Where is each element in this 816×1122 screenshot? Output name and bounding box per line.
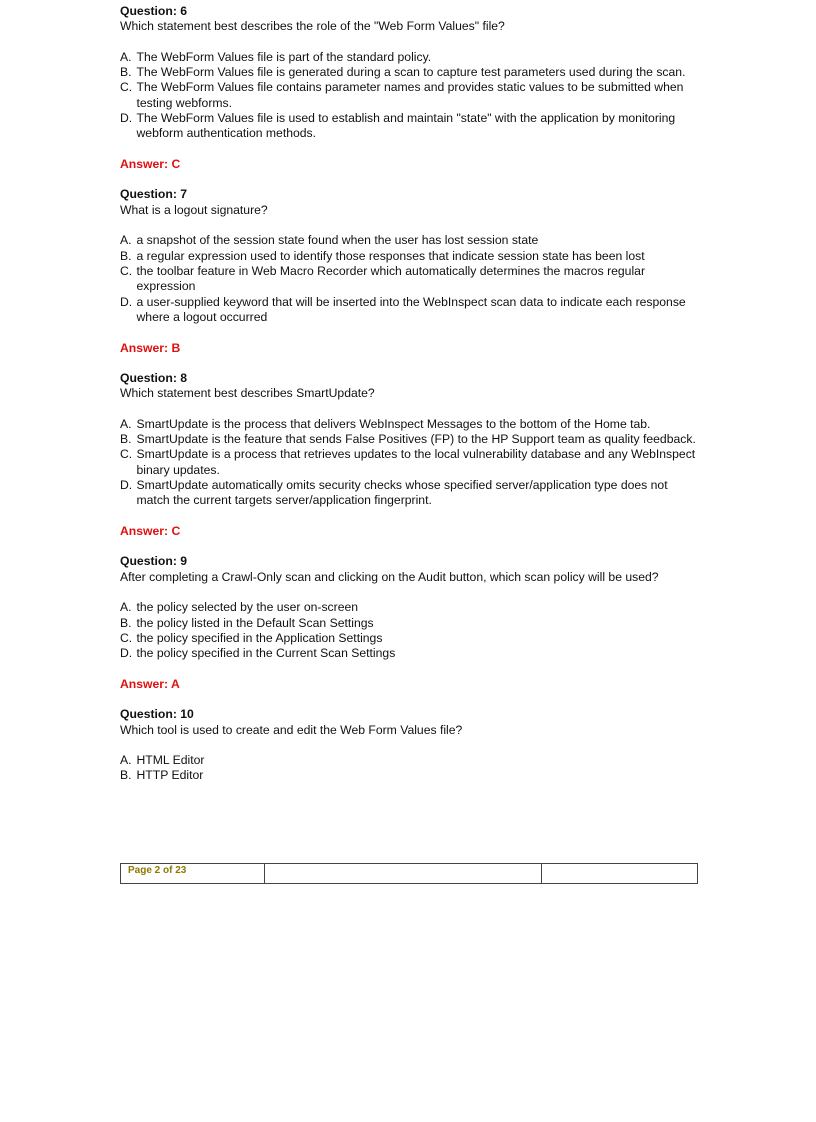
- question-text: After completing a Crawl-Only scan and clicking on the Audit button, which scan policy will be used?: [120, 569, 659, 584]
- answer-line: Answer: C: [120, 157, 181, 172]
- option-letter: B.: [120, 615, 132, 630]
- question-number: 10: [180, 707, 194, 722]
- question-block: [120, 554, 698, 692]
- option-letter: A.: [120, 233, 132, 248]
- option-text: HTTP Editor: [136, 768, 204, 783]
- answer-line: Answer: C: [120, 524, 181, 539]
- document-body: [120, 4, 698, 799]
- option-letter: A.: [120, 753, 132, 768]
- option-text: The WebForm Values file is part of the standard policy.: [136, 49, 432, 64]
- answer-option: [120, 50, 698, 65]
- question-label: Question:: [120, 187, 177, 202]
- answer-option: [120, 753, 698, 768]
- answer-option: [120, 233, 698, 248]
- answer-option: [120, 417, 698, 432]
- answer-option: [120, 65, 698, 80]
- answer-line: Answer: B: [120, 340, 181, 355]
- option-text: the policy listed in the Default Scan Settings: [136, 615, 374, 630]
- question-block: [120, 187, 698, 355]
- question-number: 9: [180, 554, 188, 569]
- question-number: 7: [180, 187, 188, 202]
- page-footer: [120, 863, 698, 884]
- question-block: [120, 371, 698, 539]
- question-label: Question:: [120, 707, 177, 722]
- answer-option: [120, 478, 698, 509]
- option-letter: B.: [120, 248, 132, 263]
- option-text: the policy specified in the Application Settings: [136, 630, 383, 645]
- question-label: Question:: [120, 4, 177, 18]
- option-letter: C.: [120, 447, 133, 462]
- option-letter: A.: [120, 49, 132, 64]
- answer-option: [120, 600, 698, 615]
- option-letter: C.: [120, 263, 133, 278]
- option-text: a user-supplied keyword that will be inserted into the WebInspect scan data to indicate each response where a logout occurred: [136, 294, 686, 324]
- question-text: What is a logout signature?: [120, 202, 268, 217]
- answer-option: [120, 447, 698, 478]
- question-label: Question:: [120, 370, 177, 385]
- option-text: a regular expression used to identify those responses that indicate session state has been lost: [136, 248, 645, 263]
- question-heading: [120, 187, 698, 202]
- option-letter: C.: [120, 80, 133, 95]
- option-letter: A.: [120, 416, 132, 431]
- option-letter: D.: [120, 646, 133, 661]
- answer-line: Answer: A: [120, 676, 180, 691]
- footer-cell-middle: [265, 864, 542, 883]
- question-number: 8: [180, 370, 188, 385]
- answer-option: [120, 295, 698, 326]
- answer-option: [120, 80, 698, 111]
- question-block: [120, 707, 698, 783]
- option-text: The WebForm Values file is generated during a scan to capture test parameters used during the scan.: [136, 65, 686, 80]
- option-letter: D.: [120, 294, 133, 309]
- option-text: the policy specified in the Current Scan Settings: [136, 646, 396, 661]
- question-text: Which tool is used to create and edit the Web Form Values file?: [120, 722, 463, 737]
- option-letter: D.: [120, 111, 133, 126]
- option-text: SmartUpdate is the process that delivers WebInspect Messages to the bottom of the Home tab.: [136, 416, 651, 431]
- question-heading: [120, 4, 698, 19]
- answer-option: [120, 616, 698, 631]
- answer-option: [120, 249, 698, 264]
- answer-option: [120, 432, 698, 447]
- option-text: HTML Editor: [136, 753, 205, 768]
- question-number: 6: [180, 4, 188, 18]
- option-text: The WebForm Values file is used to establish and maintain "state" with the application by monitoring webform authentication methods.: [136, 111, 676, 141]
- option-letter: D.: [120, 478, 133, 493]
- option-letter: B.: [120, 768, 132, 783]
- option-letter: B.: [120, 65, 132, 80]
- option-text: a snapshot of the session state found when the user has lost session state: [136, 233, 539, 248]
- question-heading: [120, 371, 698, 386]
- option-text: SmartUpdate automatically omits security checks whose specified server/application type does not match the current targets server/application fingerprint.: [136, 478, 668, 508]
- answer-option: [120, 111, 698, 142]
- question-text: Which statement best describes the role of the "Web Form Values" file?: [120, 19, 505, 34]
- option-text: SmartUpdate is a process that retrieves updates to the local vulnerability database and any WebInspect binary updates.: [136, 447, 696, 477]
- answer-option: [120, 646, 698, 661]
- option-text: the policy selected by the user on-screen: [136, 600, 359, 615]
- option-text: the toolbar feature in Web Macro Recorder which automatically determines the macros regular expression: [136, 263, 646, 294]
- page-number: Page 2 of 23: [121, 864, 265, 883]
- answer-option: [120, 768, 698, 783]
- question-heading: [120, 554, 698, 569]
- answer-option: [120, 264, 698, 295]
- question-block: [120, 4, 698, 172]
- option-text: The WebForm Values file contains parameter names and provides static values to be submitted when testing webforms.: [136, 80, 684, 110]
- answer-option: [120, 631, 698, 646]
- question-label: Question:: [120, 554, 177, 569]
- option-letter: C.: [120, 630, 133, 645]
- option-text: SmartUpdate is the feature that sends False Positives (FP) to the HP Support team as quality feedback.: [136, 432, 696, 447]
- question-heading: [120, 707, 698, 722]
- footer-cell-right: [542, 864, 697, 883]
- option-letter: A.: [120, 600, 132, 615]
- question-text: Which statement best describes SmartUpdate?: [120, 386, 375, 401]
- option-letter: B.: [120, 432, 132, 447]
